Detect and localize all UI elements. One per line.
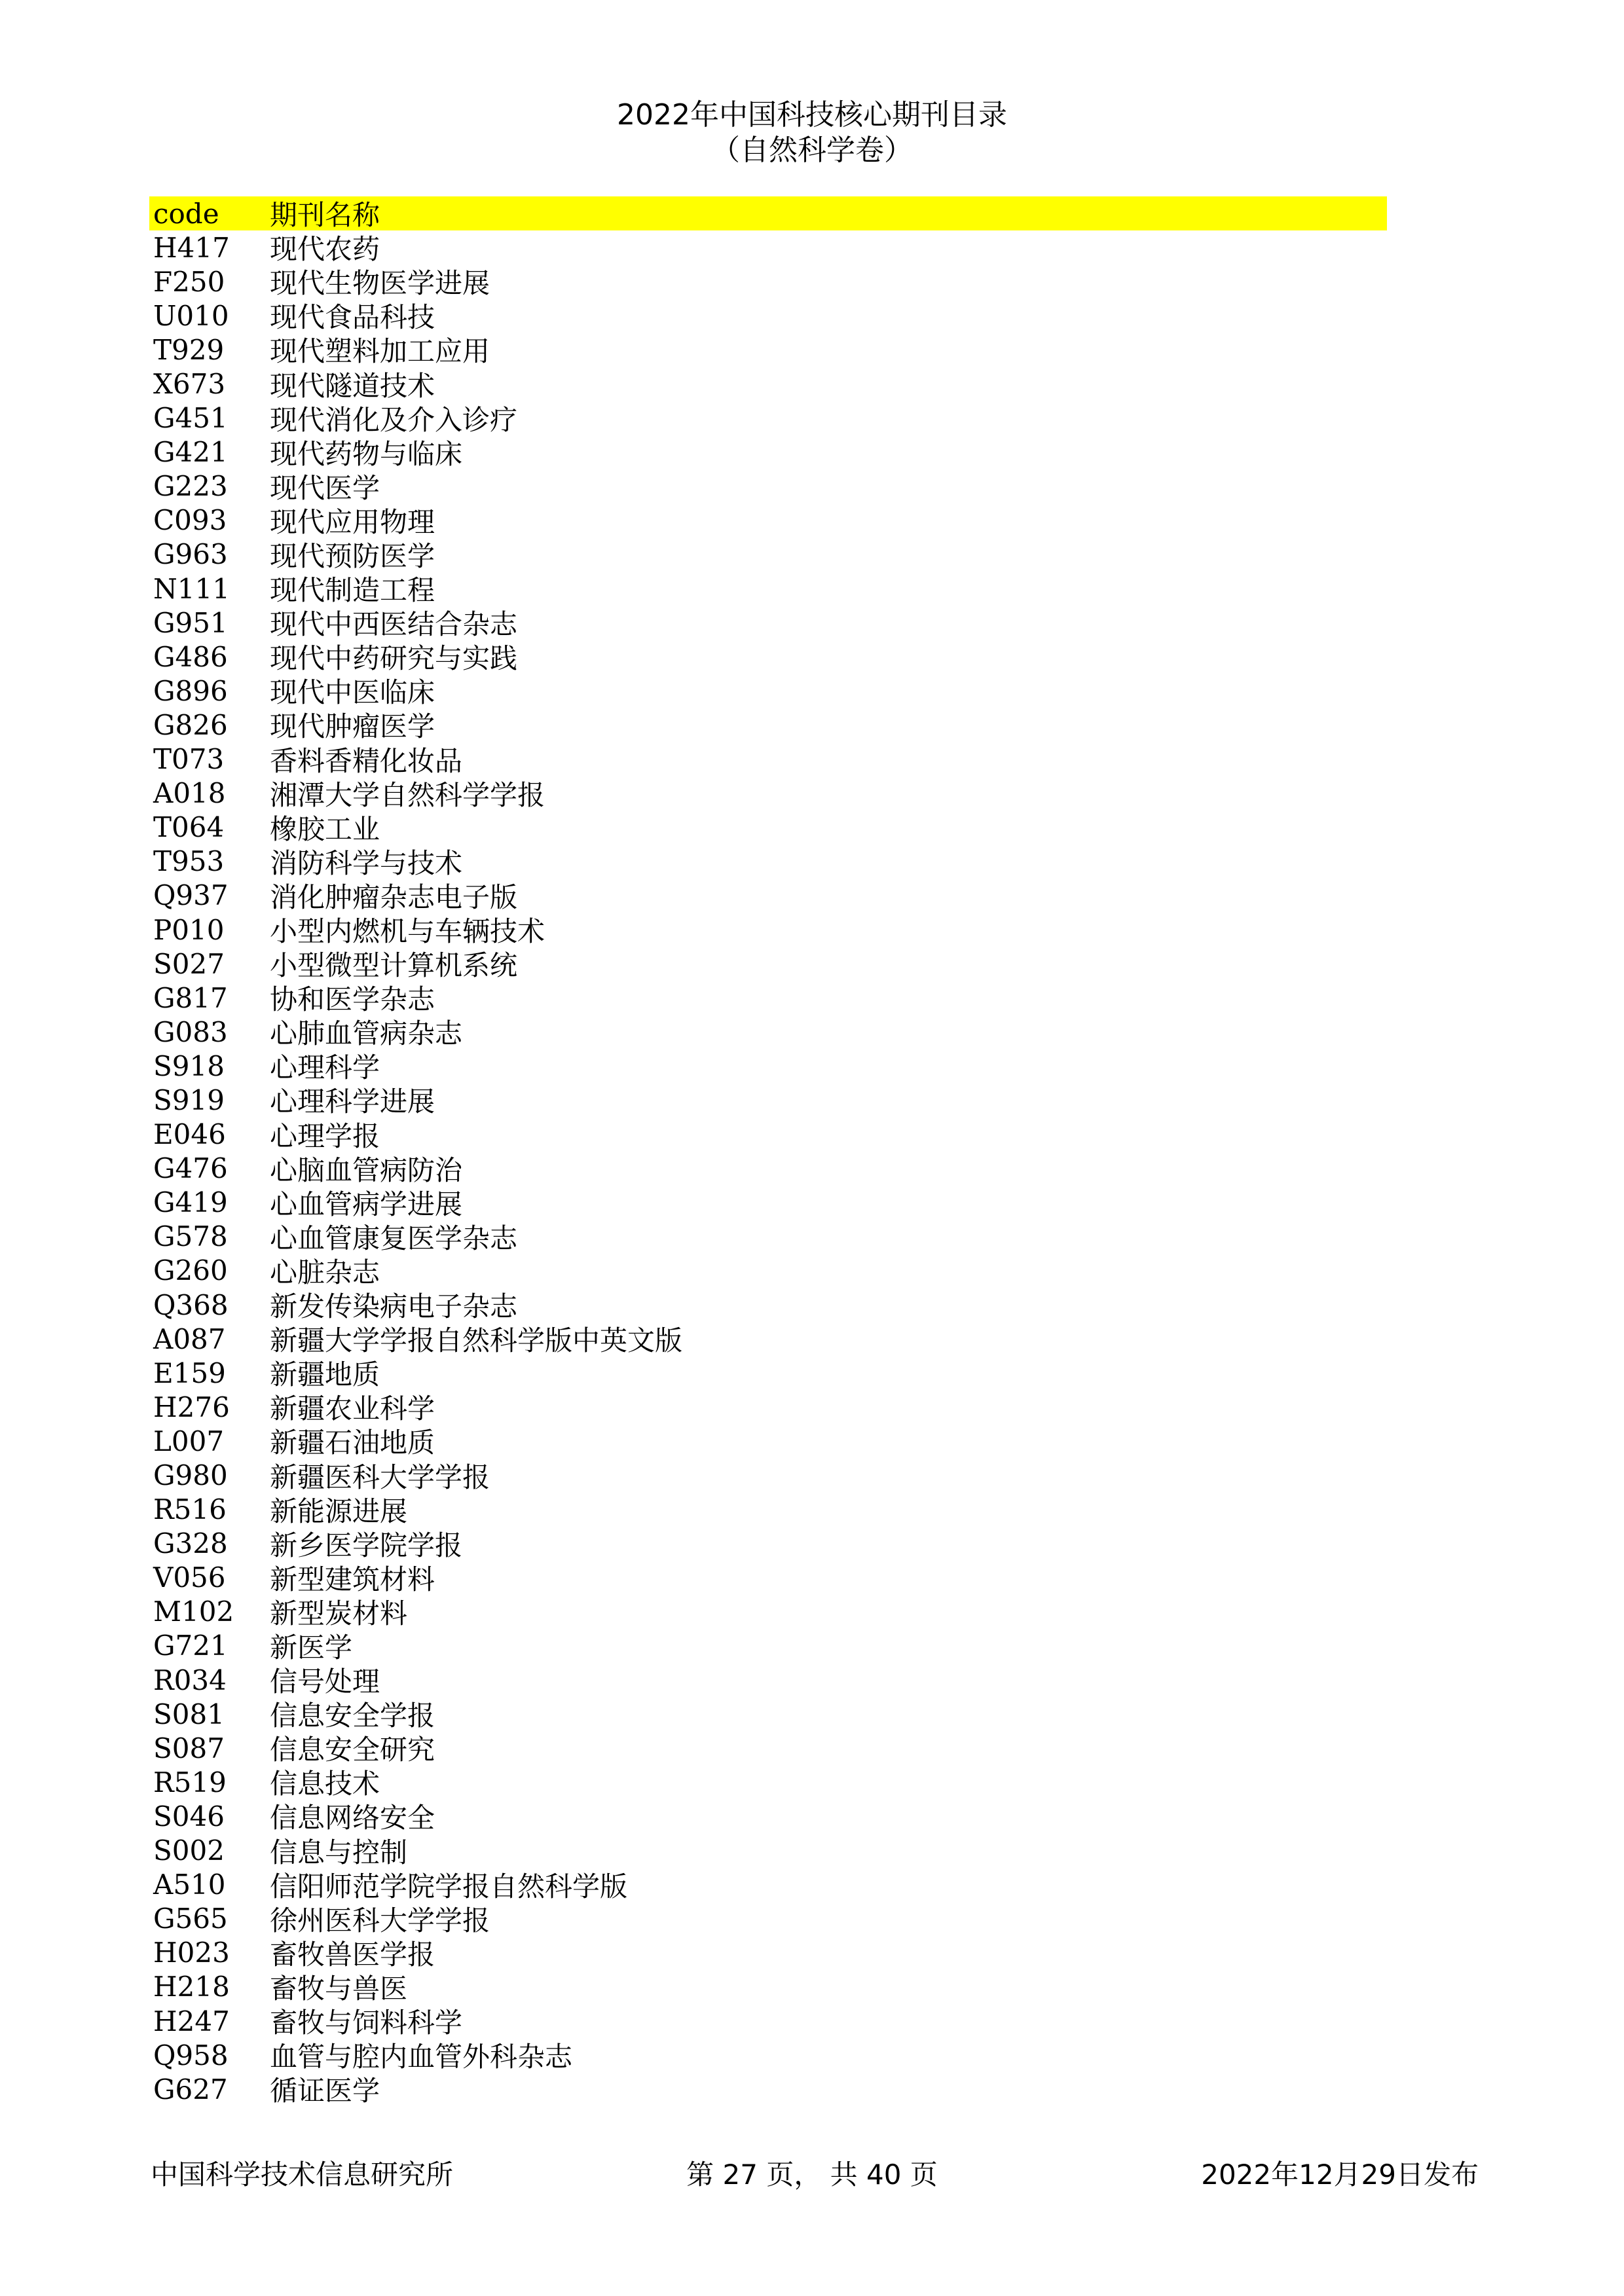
journal-name: 信号处理: [270, 1666, 380, 1698]
journal-code: S919: [153, 1084, 225, 1116]
table-row: [149, 1595, 1387, 1629]
table-row: [149, 1390, 1387, 1424]
table-row: [149, 708, 1387, 742]
journal-code: R519: [153, 1766, 227, 1798]
table-row: [149, 1083, 1387, 1117]
table-row: [149, 1663, 1387, 1697]
journal-code: P010: [153, 913, 225, 946]
journal-name: 新疆医科大学学报: [270, 1461, 490, 1493]
journal-code: G260: [153, 1254, 228, 1287]
table-row: [149, 1936, 1387, 1970]
table-row: [149, 1288, 1387, 1322]
journal-name: 新型建筑材料: [270, 1563, 435, 1595]
journal-name: 现代肿瘤医学: [270, 710, 435, 743]
table-row: [149, 1902, 1387, 1936]
journal-code: T064: [153, 811, 225, 844]
table-row: [149, 1049, 1387, 1083]
journal-code: G951: [153, 606, 228, 639]
journal-name: 湘潭大学自然科学学报: [270, 778, 545, 811]
journal-name: 心脏杂志: [270, 1256, 380, 1288]
table-row: [149, 572, 1387, 606]
journal-code: C093: [153, 504, 227, 537]
table-row: [149, 1799, 1387, 1833]
journal-code: S918: [153, 1049, 225, 1082]
table-row: [149, 1458, 1387, 1492]
journal-code: G963: [153, 538, 228, 571]
table-row: [149, 674, 1387, 708]
journal-name: 现代中药研究与实践: [270, 642, 518, 675]
table-row: [149, 981, 1387, 1015]
column-header-code: code: [153, 197, 219, 230]
journal-code: S081: [153, 1698, 225, 1730]
journal-code: G223: [153, 470, 228, 503]
journal-name: 畜牧与兽医: [270, 1972, 408, 2005]
journal-code: X673: [153, 368, 226, 401]
journal-name: 新发传染病电子杂志: [270, 1290, 518, 1323]
table-row: [149, 1356, 1387, 1390]
table-row: [149, 1424, 1387, 1458]
table-row: [149, 2004, 1387, 2038]
journal-code: M102: [153, 1595, 234, 1628]
journal-name: 循证医学: [270, 2075, 380, 2107]
table-row: [149, 469, 1387, 503]
footer-publish-date: 2022年12月29日发布: [1201, 2159, 1479, 2191]
table-row: [149, 1561, 1387, 1595]
journal-name: 现代生物医学进展: [270, 267, 490, 300]
journal-code: G421: [153, 436, 228, 469]
journal-code: G627: [153, 2073, 228, 2105]
table-row: [149, 1254, 1387, 1288]
journal-code: H276: [153, 1391, 230, 1423]
journal-name: 现代中西医结合杂志: [270, 608, 518, 641]
table-row: [149, 742, 1387, 776]
journal-name: 现代消化及介入诊疗: [270, 403, 518, 436]
journal-code: G083: [153, 1015, 228, 1048]
journal-code: G896: [153, 674, 228, 707]
journal-name: 畜牧与饲料科学: [270, 2007, 463, 2039]
journal-name: 现代制造工程: [270, 574, 435, 607]
journal-code: S027: [153, 947, 225, 980]
journal-name: 现代农药: [270, 233, 380, 266]
journal-name: 新乡医学院学报: [270, 1529, 463, 1561]
table-row: [149, 230, 1387, 264]
journal-code: G980: [153, 1459, 228, 1492]
table-row: [149, 264, 1387, 299]
table-row: [149, 1220, 1387, 1254]
journal-code: G817: [153, 981, 228, 1014]
journal-name: 新医学: [270, 1631, 353, 1664]
journal-name: 新型炭材料: [270, 1597, 408, 1630]
journal-code: Q368: [153, 1288, 229, 1321]
journal-name: 现代塑料加工应用: [270, 335, 490, 368]
journal-name: 信息技术: [270, 1768, 380, 1800]
table-row: [149, 913, 1387, 947]
journal-code: F250: [153, 265, 225, 298]
footer-institute: 中国科学技术信息研究所: [151, 2159, 454, 2191]
journal-code: S046: [153, 1800, 225, 1832]
journal-name: 消化肿瘤杂志电子版: [270, 881, 518, 913]
journal-code: G328: [153, 1527, 228, 1560]
table-row: [149, 1118, 1387, 1152]
journal-code: G419: [153, 1186, 228, 1219]
journal-code: R516: [153, 1493, 227, 1526]
journal-code: G826: [153, 708, 228, 741]
table-row: [149, 811, 1387, 845]
table-row: [149, 435, 1387, 469]
table-row: [149, 1765, 1387, 1799]
journal-code: G721: [153, 1630, 228, 1662]
journal-code: G476: [153, 1152, 228, 1185]
journal-code: A018: [153, 777, 226, 810]
table-row: [149, 1629, 1387, 1663]
journal-name: 心脑血管病防治: [270, 1154, 463, 1186]
page-subtitle: （自然科学卷）: [711, 134, 913, 167]
footer-page-number: 第 27 页， 共 40 页: [686, 2159, 938, 2191]
journal-code: E046: [153, 1118, 226, 1151]
journal-code: Q958: [153, 2039, 229, 2071]
journal-name: 畜牧兽医学报: [270, 1938, 435, 1971]
table-row: [149, 1527, 1387, 1561]
journal-name: 血管与腔内血管外科杂志: [270, 2041, 573, 2073]
journal-code: S087: [153, 1732, 225, 1764]
table-body: [149, 230, 1387, 2106]
table-row: [149, 1834, 1387, 1868]
journal-name: 信阳师范学院学报自然科学版: [270, 1870, 628, 1903]
journal-name: 信息安全研究: [270, 1734, 435, 1766]
journal-code: N111: [153, 572, 230, 605]
journal-name: 心理学报: [270, 1120, 380, 1152]
table-row: [149, 845, 1387, 879]
journal-name: 小型微型计算机系统: [270, 949, 518, 982]
table-header-row: [149, 196, 1387, 230]
journal-name: 橡胶工业: [270, 812, 380, 845]
table-row: [149, 1970, 1387, 2004]
journal-code: L007: [153, 1425, 225, 1457]
journal-name: 协和医学杂志: [270, 983, 435, 1016]
table-row: [149, 2038, 1387, 2072]
table-row: [149, 1731, 1387, 1765]
journal-code: S002: [153, 1834, 225, 1867]
journal-code: H023: [153, 1937, 230, 1969]
journal-name: 现代预防医学: [270, 539, 435, 572]
journal-name: 现代食品科技: [270, 301, 435, 334]
table-row: [149, 299, 1387, 333]
journal-code: E159: [153, 1357, 226, 1389]
table-row: [149, 606, 1387, 640]
journal-name: 新疆大学学报自然科学版中英文版: [270, 1324, 683, 1357]
journal-name: 信息安全学报: [270, 1700, 435, 1732]
journal-code: G451: [153, 402, 228, 435]
journal-code: H247: [153, 2005, 230, 2037]
table-row: [149, 1015, 1387, 1049]
table-row: [149, 401, 1387, 435]
table-row: [149, 1322, 1387, 1356]
journal-name: 心理科学: [270, 1051, 380, 1084]
journal-code: T073: [153, 743, 225, 776]
journal-name: 心血管病学进展: [270, 1188, 463, 1220]
table-row: [149, 503, 1387, 538]
journal-name: 现代隧道技术: [270, 369, 435, 402]
table-row: [149, 640, 1387, 674]
journal-code: G486: [153, 640, 228, 673]
journal-name: 新能源进展: [270, 1495, 408, 1527]
journal-name: 现代医学: [270, 471, 380, 504]
journal-name: 信息与控制: [270, 1836, 408, 1868]
journal-code: V056: [153, 1561, 226, 1594]
journal-code: H218: [153, 1971, 230, 2003]
journal-name: 新疆农业科学: [270, 1393, 435, 1425]
journal-table: [149, 196, 1387, 2106]
journal-name: 信息网络安全: [270, 1802, 435, 1834]
journal-name: 消防科学与技术: [270, 847, 463, 879]
journal-code: A510: [153, 1868, 226, 1901]
table-row: [149, 947, 1387, 981]
journal-code: G578: [153, 1220, 228, 1253]
table-row: [149, 1186, 1387, 1220]
journal-name: 新疆地质: [270, 1358, 380, 1391]
table-row: [149, 367, 1387, 401]
table-row: [149, 879, 1387, 913]
column-header-journal-name: 期刊名称: [270, 199, 380, 232]
table-row: [149, 1697, 1387, 1731]
journal-name: 现代中医临床: [270, 676, 435, 709]
journal-code: U010: [153, 299, 229, 332]
journal-name: 心肺血管病杂志: [270, 1017, 463, 1050]
journal-name: 现代应用物理: [270, 505, 435, 538]
journal-code: Q937: [153, 879, 229, 912]
journal-name: 心理科学进展: [270, 1085, 435, 1118]
journal-code: T929: [153, 333, 225, 366]
journal-code: A087: [153, 1322, 226, 1355]
journal-name: 现代药物与临床: [270, 437, 463, 470]
table-row: [149, 538, 1387, 572]
journal-name: 新疆石油地质: [270, 1427, 435, 1459]
page-title: 2022年中国科技核心期刊目录: [617, 98, 1007, 132]
journal-name: 小型内燃机与车辆技术: [270, 915, 545, 948]
table-row: [149, 776, 1387, 811]
journal-code: G565: [153, 1903, 228, 1935]
journal-name: 徐州医科大学学报: [270, 1904, 490, 1937]
table-row: [149, 1493, 1387, 1527]
journal-name: 心血管康复医学杂志: [270, 1222, 518, 1254]
table-row: [149, 2072, 1387, 2106]
journal-code: R034: [153, 1664, 227, 1696]
journal-code: H417: [153, 231, 230, 264]
journal-code: T953: [153, 845, 225, 878]
table-row: [149, 1152, 1387, 1186]
table-row: [149, 333, 1387, 367]
table-row: [149, 1868, 1387, 1902]
journal-name: 香料香精化妆品: [270, 744, 463, 777]
